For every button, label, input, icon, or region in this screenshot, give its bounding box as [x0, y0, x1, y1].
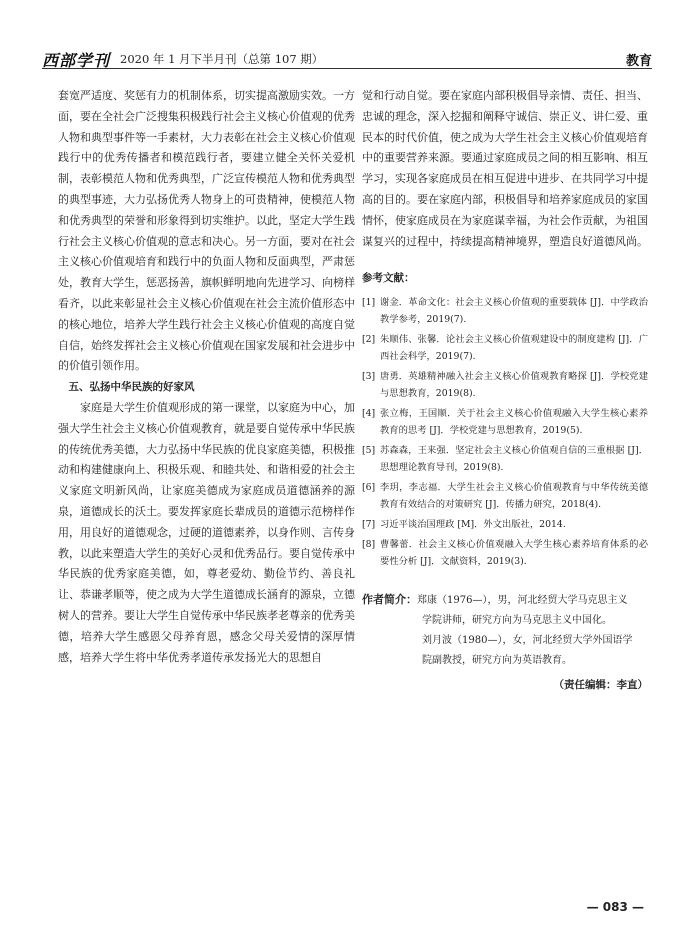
reference-list — [362, 294, 648, 570]
reference-item — [362, 516, 648, 533]
reference-item — [362, 331, 648, 365]
responsible-editor: （责任编辑：李直） — [553, 679, 648, 692]
section-heading: 五、弘扬中华民族的好家风 — [68, 381, 195, 394]
reference-number: [7] — [362, 519, 376, 531]
page-header — [42, 44, 652, 70]
reference-number: [2] — [362, 334, 376, 346]
author-text: 郑康（1976—），男，河北经贸大学马克思主义 — [417, 595, 628, 607]
reference-item — [362, 405, 648, 439]
body-paragraph: 家庭是大学生价值观形成的第一课堂，以家庭为中心，加强大学生社会主义核心价值观教育，就是要自觉传承中华民族的传统优秀美德，大力弘扬中华民族的优良家庭美德，积极推动和构建健康向上、积极乐观、和睦共处、和谐相爱的社会主义家庭文明新风尚，让家庭美德成为家庭成员道德涵养的源泉，道德成长的沃土。要发挥家庭长辈成员的道德示范榜样作用，用良好的道德观念，过硬的道德素养，以身作则、言传身教，以此来塑造大学生的美好心灵和优秀品行。要自觉传承中华民族的优秀家庭美德，如，尊老爱幼、勤俭节约、善良礼让、恭谦孝顺等，使之成为大学生道德成长涵育的源泉，立德树人的营养。要让大学生自觉传承中华民族孝老尊亲的优秀美德，培养大学生感恩父母养育恩，感念父母关爱情的深厚情感，培养大学生将中华优秀孝道传承发扬光大的思想自 — [58, 400, 355, 664]
reference-text: 曹馨蕾．社会主义核心价值观融入大学生核心素养培育体系的必要性分析 [J]．文献资料，2019(3). — [380, 539, 648, 568]
journal-logo: 西部学刊 — [42, 51, 111, 70]
body-paragraph: 套宽严适度、奖惩有力的机制体系，切实提高激励实效。一方面，要在全社会广泛搜集积极践行社会主义核心价值观的优秀人物和典型事件等一手素材，大力表彰在社会主义核心价值观践行中的优秀传播者和模范践行者，要建立健全关怀关爱机制，表彰模范人物和优秀典型，广泛宣传模范人物和优秀典型的典型事迹，大力弘扬优秀人物身上的可贵精神，使模范人物和优秀典型的荣誉和形象得到切实维护。以此，坚定大学生践行社会主义核心价值观的意志和决心。另一方面，要对在社会主义核心价值观培育和践行中的负面人物和反面典型，严肃惩处，教育大学生，惩恶扬善，旗帜鲜明地向先进学习、向榜样看齐，以此来彰显社会主义核心价值观在社会主流价值形态中的核心地位，培养大学生践行社会主义核心价值观的高度自觉自信，始终发挥社会主义核心价值观在国家发展和社会进步中的价值引领作用。 — [58, 89, 355, 373]
reference-number: [5] — [362, 445, 376, 457]
reference-text: 张立梅，王国顺．关于社会主义核心价值观融入大学生核心素养教育的思考 [J]．学校党建与思想教育，2019(5). — [380, 408, 648, 437]
left-column — [58, 86, 355, 668]
author-line — [362, 590, 648, 611]
author-line: 学院讲师，研究方向为马克思主义中国化。 — [422, 615, 612, 627]
reference-text: 谢金．革命文化：社会主义核心价值观的重要载体 [J]．中学政治教学参考，2019(7). — [380, 297, 648, 326]
reference-text: 习近平谈治国理政 [M]．外文出版社，2014. — [380, 519, 566, 531]
reference-item — [362, 294, 648, 328]
author-label: 作者简介： — [362, 593, 417, 607]
author-line: 刘月波（1980—），女，河北经贸大学外国语学 — [422, 635, 633, 647]
reference-item — [362, 368, 648, 402]
right-column — [362, 86, 648, 696]
reference-number: [1] — [362, 297, 376, 309]
header-rule — [42, 68, 652, 69]
reference-text: 朱顺伟、张馨．论社会主义核心价值观建设中的制度建构 [J]．广西社会科学，2019(7). — [380, 334, 648, 363]
reference-number: [6] — [362, 482, 376, 494]
section-label: 教育 — [625, 54, 652, 69]
reference-text: 李玥，李志福．大学生社会主义核心价值观教育与中华传统美德教育有效结合的对策研究 [J]．传播力研究，2018(4). — [380, 482, 648, 511]
reference-item — [362, 442, 648, 476]
reference-text: 苏森森，王来强．坚定社会主义核心价值观自信的三重根据 [J]．思想理论教育导刊，2019(8). — [380, 445, 648, 474]
author-line: 院副教授，研究方向为英语教育。 — [422, 655, 572, 667]
reference-number: [4] — [362, 408, 376, 420]
reference-item — [362, 536, 648, 570]
reference-text: 唐勇．英雄精神融入社会主义核心价值观教育略探 [J]．学校党建与思想教育，2019(8). — [380, 371, 648, 400]
reference-number: [3] — [362, 371, 376, 383]
author-info — [362, 590, 648, 671]
reference-number: [8] — [362, 539, 376, 551]
page-number: — 083 — — [586, 900, 644, 914]
body-paragraph: 觉和行动自觉。要在家庭内部积极倡导亲情、责任、担当、忠诚的理念，深入挖掘和阐释守诚信、崇正义、讲仁爱、重民本的时代价值，使之成为大学生社会主义核心价值观培育中的重要营养来源。要通过家庭成员之间的相互影响、相互学习，实现各家庭成员在相互促进中进步、在共同学习中提高的目的。要在家庭内部，积极倡导和培养家庭成员的家国情怀，使家庭成员在为家庭谋幸福，为社会作贡献，为祖国谋复兴的过程中，持续提高精神境界，塑造良好道德风尚。 — [362, 89, 648, 248]
references-heading: 参考文献： — [362, 272, 415, 285]
issue-info: 2020 年 1 月下半月刊（总第 107 期） — [120, 52, 324, 66]
reference-item — [362, 479, 648, 513]
